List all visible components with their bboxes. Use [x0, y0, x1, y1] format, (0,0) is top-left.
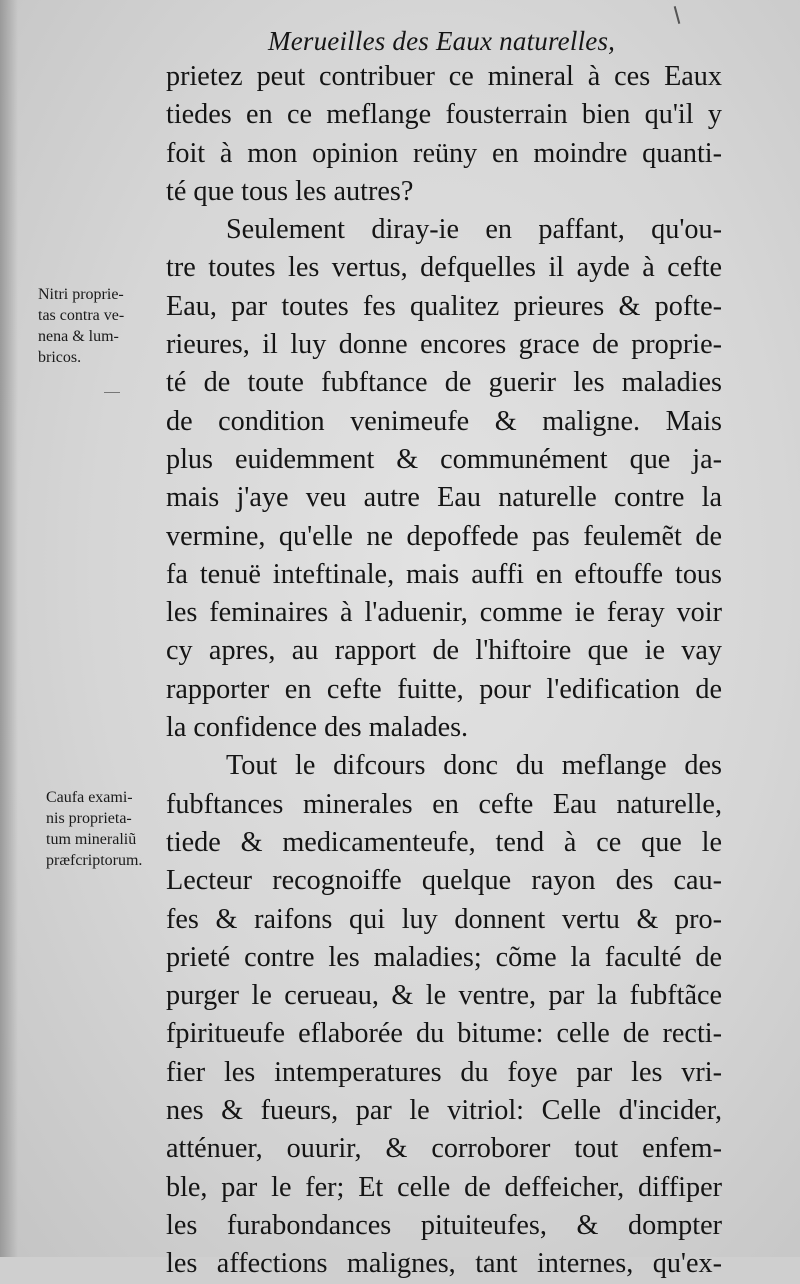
margin-note-causa: [46, 787, 142, 871]
margin-note-line: bricos.: [38, 349, 82, 366]
margin-note-line: Caufa exami-: [46, 789, 133, 806]
text-line: tiede & medicamenteufe, tend à ce que le: [166, 826, 722, 858]
text-line: Seulement diray-ie en paffant, qu'ou-: [226, 214, 722, 246]
text-line: vermine, qu'elle ne depoffede pas feulemẽt de: [166, 520, 722, 552]
text-line: la confidence des malades.: [166, 712, 469, 744]
text-line: foit à mon opinion reüny en moindre quanti-: [166, 137, 722, 169]
text-line: fes & raifons qui luy donnent vertu & pro-: [166, 903, 722, 935]
text-line: nes & fueurs, par le vitriol: Celle d'incider,: [166, 1095, 722, 1127]
text-line: fubftances minerales en cefte Eau naturelle,: [166, 788, 722, 820]
text-line: ble, par le fer; Et celle de deffeicher, diffiper: [166, 1171, 722, 1203]
text-line: Lecteur recognoiffe quelque rayon des cau-: [166, 865, 722, 897]
margin-note-line: tas contra ve-: [38, 307, 125, 324]
text-line: té que tous les autres?: [166, 175, 414, 207]
print-mark: [674, 6, 681, 24]
text-line: té de toute fubftance de guerir les maladies: [166, 367, 722, 399]
margin-note-line: tum mineraliũ: [46, 831, 137, 848]
text-line: mais j'aye veu autre Eau naturelle contre la: [166, 482, 722, 514]
text-line: plus euidemment & communément que ja-: [166, 443, 722, 475]
text-line: fa tenuë inteftinale, mais auffi en eftouffe tous: [166, 558, 722, 590]
margin-note-nitri: [38, 284, 124, 368]
text-line: rapporter en cefte fuitte, pour l'edification de: [166, 673, 722, 705]
text-line: cy apres, au rapport de l'hiftoire que ie vay: [166, 635, 722, 667]
body-text: [166, 58, 722, 1284]
text-line: purger le cerueau, & le ventre, par la fubftãce: [166, 980, 722, 1012]
text-line: de condition venimeufe & maligne. Mais: [166, 405, 722, 437]
text-line: atténuer, ouurir, & corroborer tout enfem-: [166, 1133, 722, 1165]
text-line: rieures, il luy donne encores grace de proprie-: [166, 329, 722, 361]
running-head: Merueilles des Eaux naturelles,: [268, 26, 616, 56]
text-line: tre toutes les vertus, defquelles il ayde à cefte: [166, 252, 722, 284]
margin-note-line: præfcriptorum.: [46, 852, 143, 869]
text-line: les furabondances pituiteufes, & dompter: [166, 1209, 722, 1241]
margin-dash: [104, 392, 120, 393]
text-line: les feminaires à l'aduenir, comme ie feray voir: [166, 597, 722, 629]
text-line: prieté contre les maladies; cõme la faculté de: [166, 941, 722, 973]
margin-note-line: Nitri proprie-: [38, 286, 124, 303]
gutter-shadow: [0, 0, 18, 1257]
margin-note-line: nena & lum-: [38, 328, 119, 345]
margin-note-line: nis proprieta-: [46, 810, 132, 827]
text-line: fier les intemperatures du foye par les vri-: [166, 1056, 722, 1088]
text-line: les affections malignes, tant internes, qu'ex-: [166, 1248, 722, 1280]
text-line: prietez peut contribuer ce mineral à ces Eaux: [166, 61, 722, 92]
text-line: Eau, par toutes fes qualitez prieures & pofte-: [166, 290, 722, 322]
text-line: tiedes en ce meflange fousterrain bien qu'il y: [166, 99, 722, 131]
text-line: Tout le difcours donc du meflange des: [226, 750, 722, 782]
text-line: fpiritueufe eflaborée du bitume: celle de recti-: [166, 1018, 722, 1050]
